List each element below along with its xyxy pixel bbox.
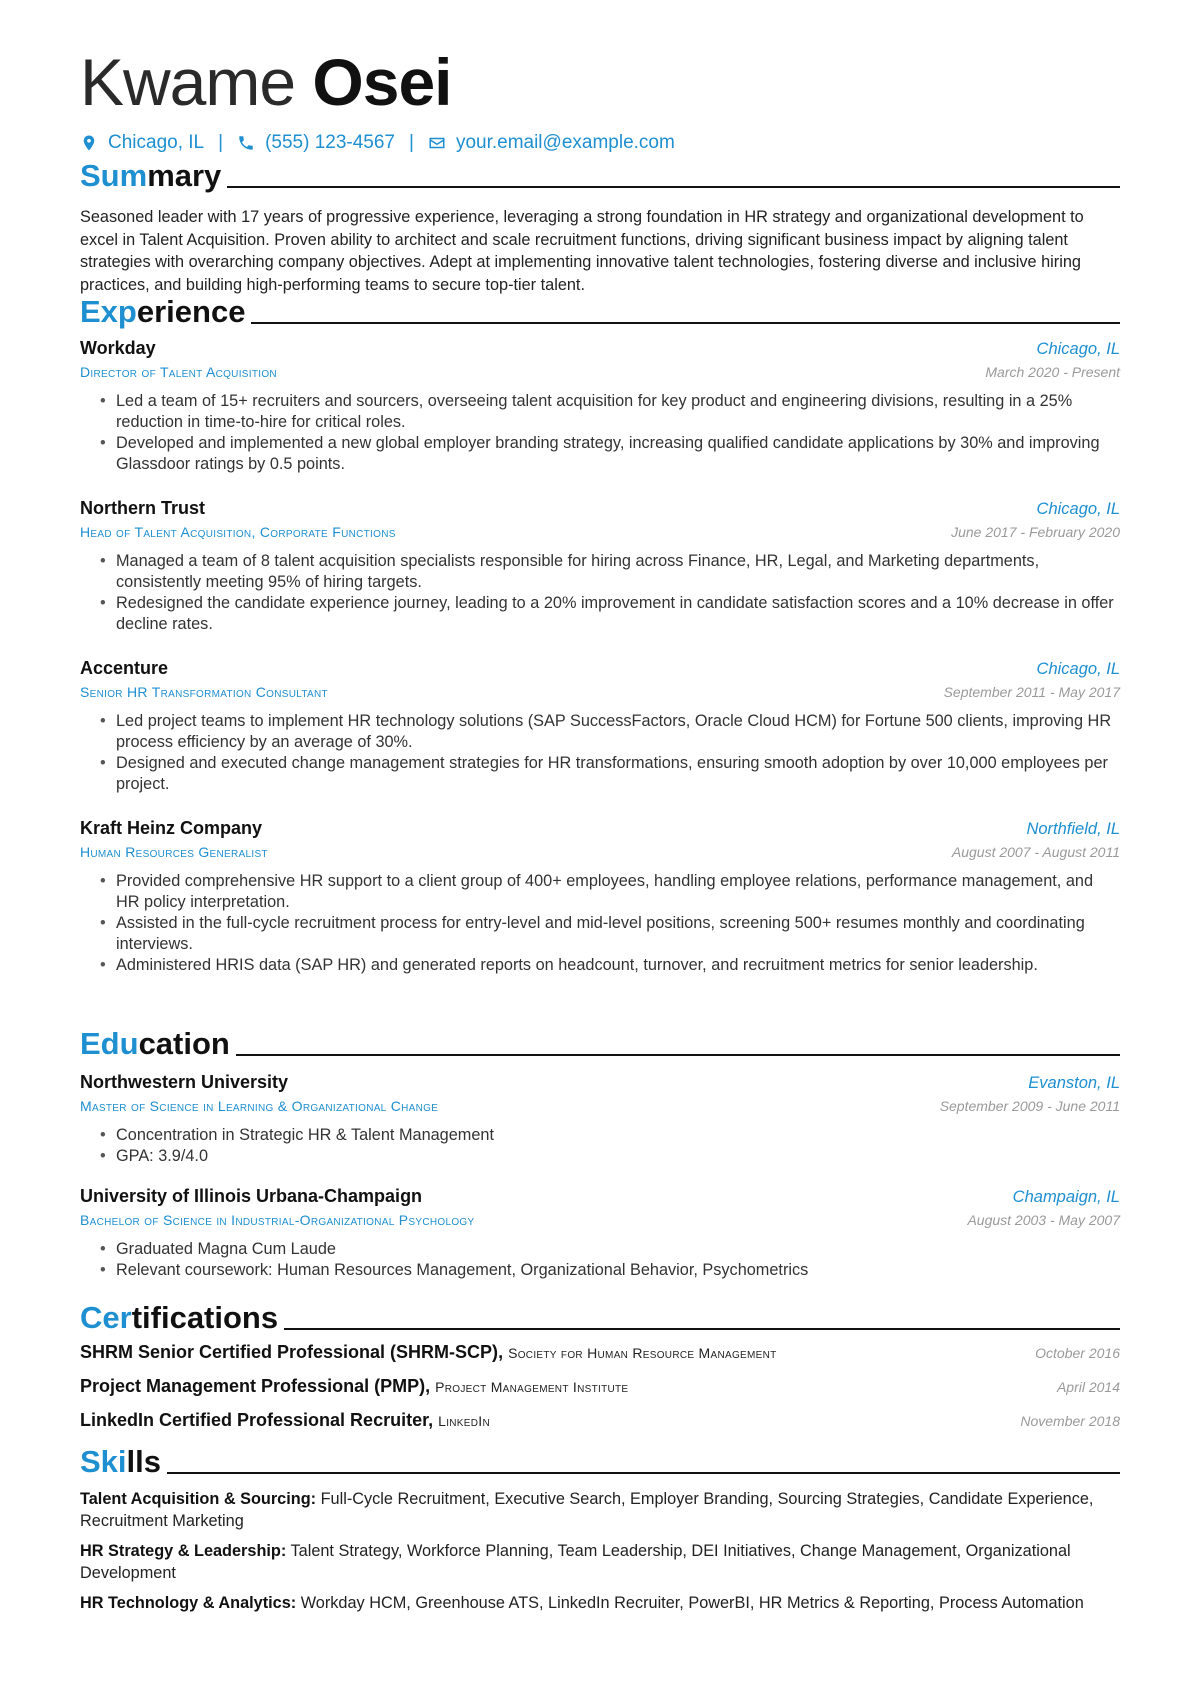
first-name: Kwame bbox=[80, 45, 296, 119]
section-heading bbox=[80, 290, 1120, 330]
certification-name: LinkedIn Certified Professional Recruiter bbox=[80, 1410, 429, 1430]
envelope-icon bbox=[428, 134, 446, 152]
section-rule bbox=[284, 1328, 1120, 1330]
bullet-item: • Graduated Magna Cum Laude bbox=[116, 1239, 1120, 1260]
last-name: Osei bbox=[312, 45, 452, 119]
section-rule bbox=[167, 1472, 1120, 1474]
job-bullets bbox=[80, 871, 1120, 976]
bullet-item: • Assisted in the full-cycle recruitment process for entry-level and mid-level positions, screening 500+ resumes monthly and coordinating interviews. bbox=[116, 913, 1120, 955]
section-rule bbox=[251, 322, 1120, 324]
certification-list bbox=[80, 1342, 1120, 1444]
experience-entry bbox=[80, 496, 1120, 635]
school-location: Champaign, IL bbox=[1012, 1188, 1120, 1206]
education-bullets bbox=[80, 1239, 1120, 1281]
certification-date: November 2018 bbox=[1020, 1413, 1120, 1429]
education-entry bbox=[80, 1070, 1120, 1167]
contact-line bbox=[80, 132, 675, 154]
contact-phone bbox=[237, 132, 395, 154]
school-dates: September 2009 - June 2011 bbox=[939, 1098, 1120, 1114]
job-dates: August 2007 - August 2011 bbox=[951, 844, 1120, 860]
skill-group bbox=[80, 1592, 1120, 1614]
certification-name: Project Management Professional (PMP) bbox=[80, 1376, 426, 1396]
section-heading bbox=[80, 1440, 1120, 1480]
bullet-item: • Led project teams to implement HR technology solutions (SAP SuccessFactors, Oracle Cloud HCM) for Fortune 500 clients, improving HR process efficiency by an average of 30%. bbox=[116, 711, 1120, 753]
contact-separator: | bbox=[409, 132, 414, 153]
skill-label: Talent Acquisition & Sourcing: bbox=[80, 1490, 317, 1508]
phone-icon bbox=[237, 134, 255, 152]
section-rule bbox=[236, 1054, 1120, 1056]
education-section bbox=[80, 1022, 1120, 1062]
location-text: Chicago, IL bbox=[108, 132, 205, 153]
certification-name: SHRM Senior Certified Professional (SHRM-SCP) bbox=[80, 1342, 499, 1362]
education-bullets bbox=[80, 1125, 1120, 1167]
skill-values: Workday HCM, Greenhouse ATS, LinkedIn Recruiter, PowerBI, HR Metrics & Reporting, Process Automation bbox=[300, 1594, 1084, 1612]
education-entry bbox=[80, 1184, 1120, 1281]
bullet-item: • Led a team of 15+ recruiters and sourcers, overseeing talent acquisition for key product and engineering divisions, resulting in a 25% reduction in time-to-hire for critical roles. bbox=[116, 391, 1120, 433]
school-dates: August 2003 - May 2007 bbox=[967, 1212, 1120, 1228]
certifications-section bbox=[80, 1296, 1120, 1444]
contact-location bbox=[80, 132, 204, 154]
skill-label: HR Strategy & Leadership: bbox=[80, 1542, 287, 1560]
school-name: University of Illinois Urbana-Champaign bbox=[80, 1186, 423, 1206]
employer-name: Northern Trust bbox=[80, 498, 206, 518]
section-heading bbox=[80, 1296, 1120, 1336]
certification-item: Project Management Professional (PMP), Project Management Institute April 2014 bbox=[80, 1376, 1120, 1396]
section-heading bbox=[80, 1022, 1120, 1062]
employer-name: Workday bbox=[80, 338, 156, 358]
employer-name: Accenture bbox=[80, 658, 169, 678]
bullet-item: • Designed and executed change management strategies for HR transformations, ensuring smooth adoption by over 10,000 employees per project. bbox=[116, 753, 1120, 795]
section-title: Skills bbox=[80, 1444, 161, 1479]
section-title: Experience bbox=[80, 294, 246, 329]
skill-values: Talent Strategy, Workforce Planning, Team Leadership, DEI Initiatives, Change Management, Organizational Development bbox=[80, 1542, 1071, 1582]
skill-label: HR Technology & Analytics: bbox=[80, 1594, 297, 1612]
summary-section bbox=[80, 154, 1120, 296]
school-name: Northwestern University bbox=[80, 1072, 289, 1092]
degree-title: Bachelor of Science in Industrial-Organizational Psychology bbox=[80, 1212, 475, 1228]
bullet-item: • Concentration in Strategic HR & Talent Management bbox=[116, 1125, 1120, 1146]
skill-values: Full-Cycle Recruitment, Executive Search, Employer Branding, Sourcing Strategies, Candidate Experience, Recruitment Marketing bbox=[80, 1490, 1094, 1530]
experience-entry bbox=[80, 656, 1120, 795]
job-title: Director of Talent Acquisition bbox=[80, 364, 277, 380]
map-marker-icon bbox=[80, 134, 98, 152]
section-rule bbox=[227, 186, 1120, 188]
job-dates: June 2017 - February 2020 bbox=[951, 524, 1120, 540]
experience-section bbox=[80, 290, 1120, 330]
candidate-name bbox=[80, 44, 452, 120]
employer-name: Kraft Heinz Company bbox=[80, 818, 263, 838]
job-bullets bbox=[80, 551, 1120, 635]
skill-group bbox=[80, 1488, 1120, 1532]
certification-issuer: Project Management Institute bbox=[435, 1379, 629, 1395]
summary-text: Seasoned leader with 17 years of progressive experience, leveraging a strong foundation in HR strategy and organizational development to excel in Talent Acquisition. Proven ability to architect and scale recruitment functions, driving significant business impact by aligning talent strategies with overarching company objectives. Adept at implementing innovative talent technologies, fostering diverse and inclusive hiring practices, and building high-performing teams to secure top-tier talent. bbox=[80, 208, 1084, 294]
bullet-item: • Managed a team of 8 talent acquisition specialists responsible for hiring across Finance, HR, Legal, and Marketing departments, consistently meeting 95% of hiring targets. bbox=[116, 551, 1120, 593]
experience-entry bbox=[80, 336, 1120, 475]
bullet-item: • GPA: 3.9/4.0 bbox=[116, 1146, 1120, 1167]
certification-issuer: Society for Human Resource Management bbox=[508, 1345, 777, 1361]
skills-section bbox=[80, 1440, 1120, 1622]
job-location: Chicago, IL bbox=[1036, 340, 1120, 358]
job-location: Northfield, IL bbox=[1026, 820, 1120, 838]
job-title: Head of Talent Acquisition, Corporate Functions bbox=[80, 524, 396, 540]
contact-email[interactable] bbox=[428, 132, 675, 154]
section-title: Education bbox=[80, 1026, 230, 1061]
bullet-item: • Provided comprehensive HR support to a client group of 400+ employees, handling employee relations, performance management, and HR policy interpretation. bbox=[116, 871, 1120, 913]
skill-group bbox=[80, 1540, 1120, 1584]
bullet-item: • Developed and implemented a new global employer branding strategy, increasing qualified candidate applications by 30% and improving Glassdoor ratings by 0.5 points. bbox=[116, 433, 1120, 475]
contact-separator: | bbox=[218, 132, 224, 153]
section-heading bbox=[80, 154, 1120, 194]
bullet-item: • Redesigned the candidate experience journey, leading to a 20% improvement in candidate satisfaction scores and a 10% decrease in offer decline rates. bbox=[116, 593, 1120, 635]
job-dates: March 2020 - Present bbox=[985, 364, 1120, 380]
degree-title: Master of Science in Learning & Organizational Change bbox=[80, 1098, 439, 1114]
school-location: Evanston, IL bbox=[1028, 1074, 1120, 1092]
certification-item: LinkedIn Certified Professional Recruiter, LinkedIn November 2018 bbox=[80, 1410, 1120, 1430]
certification-item: SHRM Senior Certified Professional (SHRM-SCP), Society for Human Resource Management October 2016 bbox=[80, 1342, 1120, 1362]
job-location: Chicago, IL bbox=[1036, 660, 1120, 678]
email-link[interactable]: your.email@example.com bbox=[455, 132, 675, 153]
certification-issuer: LinkedIn bbox=[438, 1413, 490, 1429]
experience-entry bbox=[80, 816, 1120, 976]
bullet-item: • Relevant coursework: Human Resources Management, Organizational Behavior, Psychometrics bbox=[116, 1260, 1120, 1281]
bullet-item: • Administered HRIS data (SAP HR) and generated reports on headcount, turnover, and recruitment metrics for senior leadership. bbox=[116, 955, 1120, 976]
job-bullets bbox=[80, 391, 1120, 475]
job-location: Chicago, IL bbox=[1036, 500, 1120, 518]
section-title: Certifications bbox=[80, 1300, 279, 1335]
certification-date: April 2014 bbox=[1056, 1379, 1120, 1395]
section-title: Summary bbox=[80, 158, 222, 193]
skills-list bbox=[80, 1488, 1120, 1614]
job-bullets bbox=[80, 711, 1120, 795]
phone-text: (555) 123-4567 bbox=[265, 132, 395, 153]
job-dates: September 2011 - May 2017 bbox=[943, 684, 1120, 700]
job-title: Senior HR Transformation Consultant bbox=[80, 684, 328, 700]
certification-date: October 2016 bbox=[1035, 1345, 1120, 1361]
job-title: Human Resources Generalist bbox=[80, 844, 268, 860]
